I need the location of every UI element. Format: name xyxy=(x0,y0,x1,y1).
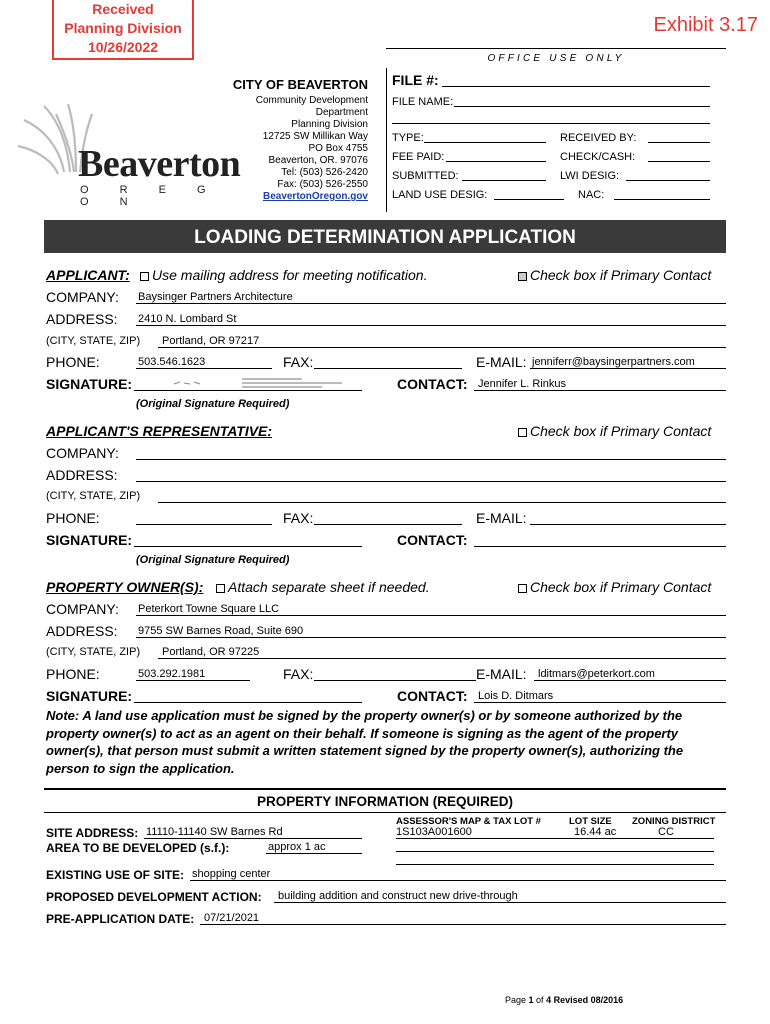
representative-email-field[interactable] xyxy=(530,524,726,525)
applicant-mailing-option[interactable] xyxy=(138,267,427,283)
owner-primary-option[interactable] xyxy=(516,579,711,595)
signature-mark-icon xyxy=(172,376,352,390)
city-line: Fax: (503) 526-2550 xyxy=(277,179,368,190)
assessor-map-value: 1S103A001600 xyxy=(396,826,472,838)
lwi-desig-field[interactable] xyxy=(626,180,710,181)
representative-city-field[interactable] xyxy=(158,502,726,503)
pre-app-date-field[interactable] xyxy=(200,924,726,925)
property-info-header: PROPERTY INFORMATION (REQUIRED) xyxy=(44,788,726,813)
owner-contact-value: Lois D. Ditmars xyxy=(478,690,554,702)
applicant-signature-field[interactable] xyxy=(134,390,362,391)
signature-label: SIGNATURE: xyxy=(46,376,133,392)
owner-city-field[interactable] xyxy=(158,658,726,659)
applicant-phone-field[interactable] xyxy=(136,368,272,369)
map-row-1-field[interactable] xyxy=(396,838,714,839)
primary-checkbox[interactable] xyxy=(518,584,527,593)
applicant-contact-value: Jennifer L. Rinkus xyxy=(478,378,567,390)
primary-label: Check box if Primary Contact xyxy=(530,423,712,439)
representative-signature-field[interactable] xyxy=(134,546,362,547)
footer-page-number: 1 xyxy=(528,995,534,1005)
owner-address-value: 9755 SW Barnes Road, Suite 690 xyxy=(138,625,304,637)
address-label: ADDRESS: xyxy=(46,467,118,483)
city-line: Beaverton, OR. 97076 xyxy=(268,155,368,166)
city-line: 12725 SW Millikan Way xyxy=(262,131,368,142)
received-by-label: RECEIVED BY: xyxy=(560,132,637,144)
pre-app-date-label: PRE-APPLICATION DATE: xyxy=(46,912,195,926)
contact-label: CONTACT: xyxy=(397,688,468,704)
pre-app-date-value: 07/21/2021 xyxy=(204,912,260,924)
check-cash-label: CHECK/CASH: xyxy=(560,151,636,163)
applicant-fax-field[interactable] xyxy=(314,368,462,369)
page-title: LOADING DETERMINATION APPLICATION xyxy=(44,220,726,253)
company-label: COMPANY: xyxy=(46,445,119,461)
file-number-field[interactable] xyxy=(442,86,710,87)
proposed-action-label: PROPOSED DEVELOPMENT ACTION: xyxy=(46,890,262,904)
footer-of: of xyxy=(533,995,547,1005)
city-state-zip-label: (CITY, STATE, ZIP) xyxy=(46,490,141,502)
area-field[interactable] xyxy=(266,853,362,854)
signature-note: Note: A land use application must be signed by the property owner(s) or by someone authorized by the property owner(s) to act as an agent on their behalf. If someone is signing as the agent of the property owner(s), that person must submit a written statement signed by the property owner(s), authorizing the person to sign the application. xyxy=(46,708,684,776)
land-use-desig-label: LAND USE DESIG: xyxy=(392,189,488,201)
mailing-checkbox[interactable] xyxy=(140,272,149,281)
received-by-field[interactable] xyxy=(648,142,710,143)
phone-label: PHONE: xyxy=(46,666,100,682)
fax-label: FAX: xyxy=(283,510,314,526)
site-address-label: SITE ADDRESS: xyxy=(46,826,139,840)
nac-label: NAC: xyxy=(578,189,605,201)
fax-label: FAX: xyxy=(283,354,314,370)
owner-company-value: Peterkort Towne Square LLC xyxy=(138,603,280,615)
map-row-2-field[interactable] xyxy=(396,851,714,852)
logo-subtitle: O R E G O N xyxy=(80,184,220,208)
representative-phone-field[interactable] xyxy=(136,524,272,525)
office-use-header: OFFICE USE ONLY xyxy=(386,48,726,64)
type-field[interactable] xyxy=(424,142,546,143)
file-number-label: FILE #: xyxy=(392,72,439,88)
applicant-city-field[interactable] xyxy=(158,347,726,348)
applicant-city-value: Portland, OR 97217 xyxy=(162,335,260,347)
proposed-action-value: building addition and construct new drive-through xyxy=(278,890,518,902)
page-footer xyxy=(505,995,623,1005)
signature-label: SIGNATURE: xyxy=(46,532,133,548)
representative-fax-field[interactable] xyxy=(314,524,462,525)
email-label: E-MAIL: xyxy=(476,354,527,370)
applicant-heading: APPLICANT: xyxy=(46,267,130,283)
stamp-line-1: Received xyxy=(92,1,154,17)
city-line: PO Box 4755 xyxy=(308,143,368,154)
lwi-desig-label: LWI DESIG: xyxy=(560,170,620,182)
beaverton-logo xyxy=(16,100,241,208)
owner-email-field[interactable] xyxy=(534,680,726,681)
city-address-block xyxy=(256,95,368,203)
representative-contact-field[interactable] xyxy=(474,546,726,547)
company-label: COMPANY: xyxy=(46,289,119,305)
applicant-address-value: 2410 N. Lombard St xyxy=(138,313,237,325)
area-value: approx 1 ac xyxy=(268,841,326,853)
attach-checkbox[interactable] xyxy=(216,584,225,593)
city-name: CITY OF BEAVERTON xyxy=(232,77,368,92)
area-label: AREA TO BE DEVELOPED (s.f.): xyxy=(46,841,230,855)
file-name-field-2[interactable] xyxy=(392,123,710,124)
representative-company-field[interactable] xyxy=(136,459,726,460)
mailing-label: Use mailing address for meeting notification. xyxy=(152,267,428,283)
owner-company-field[interactable] xyxy=(136,615,726,616)
check-cash-field[interactable] xyxy=(648,161,710,162)
land-use-desig-field[interactable] xyxy=(494,199,564,200)
office-use-box xyxy=(386,48,726,212)
representative-heading: APPLICANT'S REPRESENTATIVE: xyxy=(46,423,273,439)
city-line: Department xyxy=(315,107,368,118)
owner-email-value: lditmars@peterkort.com xyxy=(538,668,655,680)
proposed-action-field[interactable] xyxy=(274,902,726,903)
map-row-3-field[interactable] xyxy=(396,864,714,865)
fee-paid-field[interactable] xyxy=(446,161,546,162)
company-label: COMPANY: xyxy=(46,601,119,617)
applicant-company-field[interactable] xyxy=(136,303,726,304)
site-address-field[interactable] xyxy=(144,838,362,839)
contact-label: CONTACT: xyxy=(397,376,468,392)
file-name-field[interactable] xyxy=(454,106,710,107)
primary-label: Check box if Primary Contact xyxy=(530,579,712,595)
city-line: Community Development xyxy=(255,95,368,106)
owner-phone-field[interactable] xyxy=(136,680,250,681)
city-website-link[interactable]: BeavertonOregon.gov xyxy=(262,191,368,202)
owner-city-value: Portland, OR 97225 xyxy=(162,646,260,658)
stamp-line-2: Planning Division xyxy=(64,20,182,36)
file-name-label: FILE NAME: xyxy=(392,96,454,108)
applicant-email-field[interactable] xyxy=(530,368,726,369)
owner-fax-field[interactable] xyxy=(314,680,476,681)
received-stamp xyxy=(52,0,194,60)
applicant-email-value: jenniferr@baysingerpartners.com xyxy=(532,356,695,368)
attach-label: Attach separate sheet if needed. xyxy=(228,579,430,595)
logo-wordmark: Beaverton xyxy=(78,143,241,185)
site-address-value: 11110-11140 SW Barnes Rd xyxy=(146,826,283,838)
existing-use-value: shopping center xyxy=(192,868,271,880)
original-signature-note: (Original Signature Required) xyxy=(136,554,290,566)
submitted-label: SUBMITTED: xyxy=(392,170,459,182)
existing-use-field[interactable] xyxy=(190,880,726,881)
original-signature-note: (Original Signature Required) xyxy=(136,398,290,410)
nac-field[interactable] xyxy=(614,199,710,200)
city-state-zip-label: (CITY, STATE, ZIP) xyxy=(46,646,141,658)
email-label: E-MAIL: xyxy=(476,510,527,526)
fax-label: FAX: xyxy=(283,666,314,682)
owner-heading: PROPERTY OWNER(S): xyxy=(46,579,204,595)
applicant-phone-value: 503.546.1623 xyxy=(138,356,206,368)
owner-address-field[interactable] xyxy=(136,637,726,638)
footer-page: Page xyxy=(505,995,529,1005)
fee-paid-label: FEE PAID: xyxy=(392,151,445,163)
signature-label: SIGNATURE: xyxy=(46,688,133,704)
city-line: Tel: (503) 526-2420 xyxy=(281,167,368,178)
type-label: TYPE: xyxy=(392,132,424,144)
primary-label: Check box if Primary Contact xyxy=(530,267,712,283)
phone-label: PHONE: xyxy=(46,354,100,370)
assessor-map-label: ASSESSOR'S MAP & TAX LOT # xyxy=(396,816,541,827)
footer-revised: Revised 08/2016 xyxy=(551,995,624,1005)
applicant-primary-option[interactable] xyxy=(516,267,711,283)
owner-contact-field[interactable] xyxy=(474,702,726,703)
city-line: Planning Division xyxy=(291,119,368,130)
email-label: E-MAIL: xyxy=(476,666,527,682)
primary-checkbox[interactable] xyxy=(518,428,527,437)
representative-address-field[interactable] xyxy=(136,481,726,482)
lot-size-label: LOT SIZE xyxy=(569,816,612,827)
owner-attach-option[interactable] xyxy=(214,579,430,595)
stamp-line-3: 10/26/2022 xyxy=(87,39,159,55)
applicant-contact-field[interactable] xyxy=(474,390,726,391)
lot-size-value: 16.44 ac xyxy=(574,826,617,838)
owner-signature-field[interactable] xyxy=(134,702,362,703)
address-label: ADDRESS: xyxy=(46,623,118,639)
phone-label: PHONE: xyxy=(46,510,100,526)
zoning-label: ZONING DISTRICT xyxy=(632,816,716,827)
owner-phone-value: 503.292.1981 xyxy=(138,668,206,680)
applicant-address-field[interactable] xyxy=(136,325,726,326)
existing-use-label: EXISTING USE OF SITE: xyxy=(46,868,185,882)
submitted-field[interactable] xyxy=(462,180,546,181)
footer-total: 4 xyxy=(546,995,552,1005)
primary-checkbox[interactable] xyxy=(518,272,527,281)
zoning-value: CC xyxy=(658,826,674,838)
address-label: ADDRESS: xyxy=(46,311,118,327)
exhibit-label: Exhibit 3.17 xyxy=(653,14,758,36)
applicant-company-value: Baysinger Partners Architecture xyxy=(138,291,293,303)
city-state-zip-label: (CITY, STATE, ZIP) xyxy=(46,335,141,347)
contact-label: CONTACT: xyxy=(397,532,468,548)
representative-primary-option[interactable] xyxy=(516,423,711,439)
